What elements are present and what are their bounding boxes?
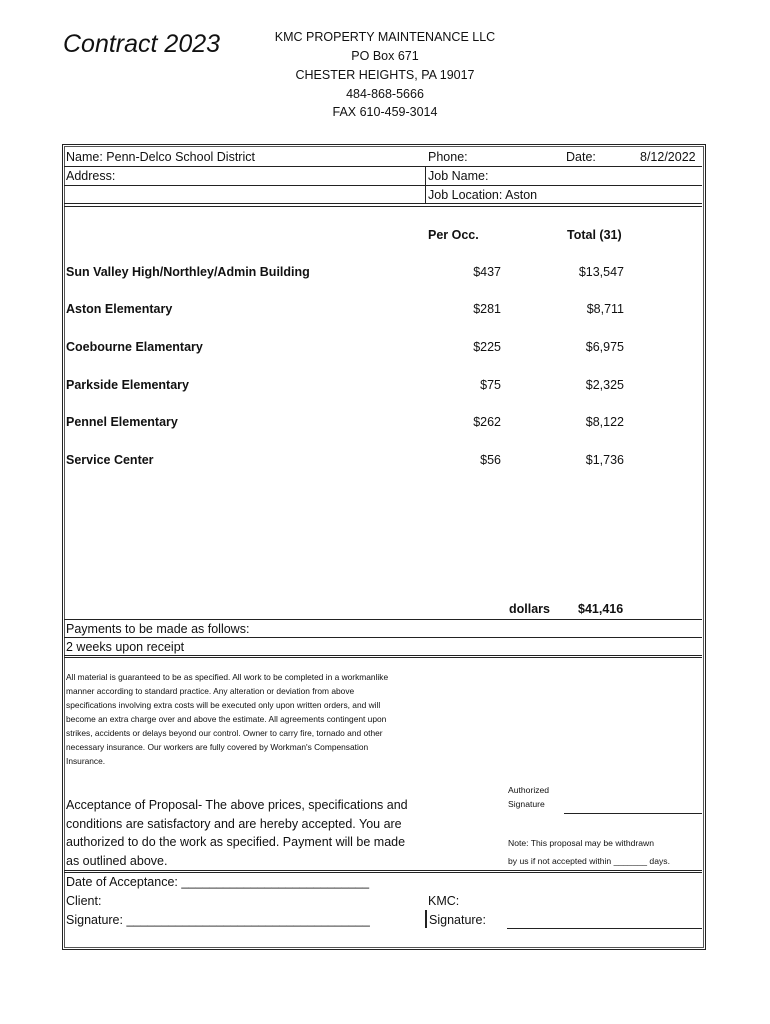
acceptance-line: as outlined above. (66, 854, 168, 868)
client-label: Client: (66, 894, 102, 908)
company-phone: 484-868-5666 (346, 87, 424, 101)
row-location: Pennel Elementary (66, 415, 178, 429)
row-location: Sun Valley High/Northley/Admin Building (66, 265, 310, 279)
terms-line: necessary insurance. Our workers are fully covered by Workman's Compensation (66, 742, 369, 752)
row-location: Coebourne Elamentary (66, 340, 203, 354)
terms-line: manner according to standard practice. Any alteration or deviation from above (66, 686, 355, 696)
column-header-per-occ: Per Occ. (428, 228, 479, 242)
company-name: KMC PROPERTY MAINTENANCE LLC (274, 30, 496, 44)
row-per-occ: $281 (473, 302, 501, 316)
divider (64, 655, 702, 656)
company-fax: FAX 610-459-3014 (332, 105, 438, 119)
terms-line: specifications involving extra costs will be executed only upon written orders, and will (66, 700, 381, 710)
company-po-box: PO Box 671 (351, 49, 419, 63)
authorized-label: Authorized (508, 785, 550, 795)
row-per-occ: $225 (473, 340, 501, 354)
kmc-signature-line[interactable] (507, 928, 702, 929)
row-total: $8,711 (586, 302, 624, 316)
dollars-label: dollars (509, 602, 550, 616)
row-total: $1,736 (585, 453, 624, 467)
acceptance-line: Acceptance of Proposal- The above prices, specifications and (66, 798, 408, 812)
date-value: 8/12/2022 (640, 150, 696, 164)
client-signature[interactable]: Signature: ___________________________________ (66, 913, 370, 927)
column-header-total: Total (31) (567, 228, 622, 242)
divider (425, 166, 426, 203)
row-total: $8,122 (585, 415, 624, 429)
terms-line: All material is guaranteed to be as specified. All work to be completed in a workmanlike (66, 672, 389, 682)
divider (64, 166, 702, 167)
acceptance-line: conditions are satisfactory and are hereby accepted. You are (66, 817, 402, 831)
kmc-label: KMC: (428, 894, 460, 908)
divider (64, 206, 702, 207)
payment-terms: 2 weeks upon receipt (66, 640, 185, 654)
row-location: Parkside Elementary (66, 378, 189, 392)
row-total: $6,975 (585, 340, 624, 354)
divider (64, 870, 702, 871)
date-of-acceptance[interactable]: Date of Acceptance: ___________________________ (66, 875, 370, 889)
kmc-signature-label: Signature: (429, 913, 486, 927)
authorized-signature-line[interactable] (564, 813, 702, 814)
row-total: $2,325 (585, 378, 624, 392)
terms-line: strikes, accidents or delays beyond our control. Owner to carry fire, tornado and other (66, 728, 383, 738)
date-label: Date: (566, 150, 596, 164)
company-city: CHESTER HEIGHTS, PA 19017 (295, 68, 475, 82)
terms-line: Insurance. (66, 756, 106, 766)
job-name-label: Job Name: (428, 169, 489, 183)
signature-label: Signature (508, 799, 545, 809)
row-per-occ: $437 (473, 265, 501, 279)
divider (64, 872, 702, 873)
divider (64, 657, 702, 658)
row-per-occ: $262 (473, 415, 501, 429)
job-location: Job Location: Aston (428, 188, 538, 202)
divider (425, 910, 427, 928)
divider (64, 619, 702, 620)
divider (64, 637, 702, 638)
withdrawal-note: Note: This proposal may be withdrawn (508, 838, 655, 848)
row-location: Service Center (66, 453, 154, 467)
row-total: $13,547 (578, 265, 624, 279)
withdrawal-note: by us if not accepted within _______ days. (508, 856, 670, 866)
row-per-occ: $75 (480, 378, 501, 392)
phone-label: Phone: (428, 150, 468, 164)
payments-label: Payments to be made as follows: (66, 622, 250, 636)
row-location: Aston Elementary (66, 302, 173, 316)
address-label: Address: (66, 169, 116, 183)
document-title: Contract 2023 (63, 30, 221, 58)
row-per-occ: $56 (480, 453, 501, 467)
divider (64, 203, 702, 204)
grand-total: $41,416 (578, 602, 624, 616)
divider (64, 185, 702, 186)
client-name: Name: Penn-Delco School District (66, 150, 255, 164)
terms-line: become an extra charge over and above the estimate. All agreements contingent upon (66, 714, 387, 724)
acceptance-line: authorized to do the work as specified. Payment will be made (66, 835, 406, 849)
